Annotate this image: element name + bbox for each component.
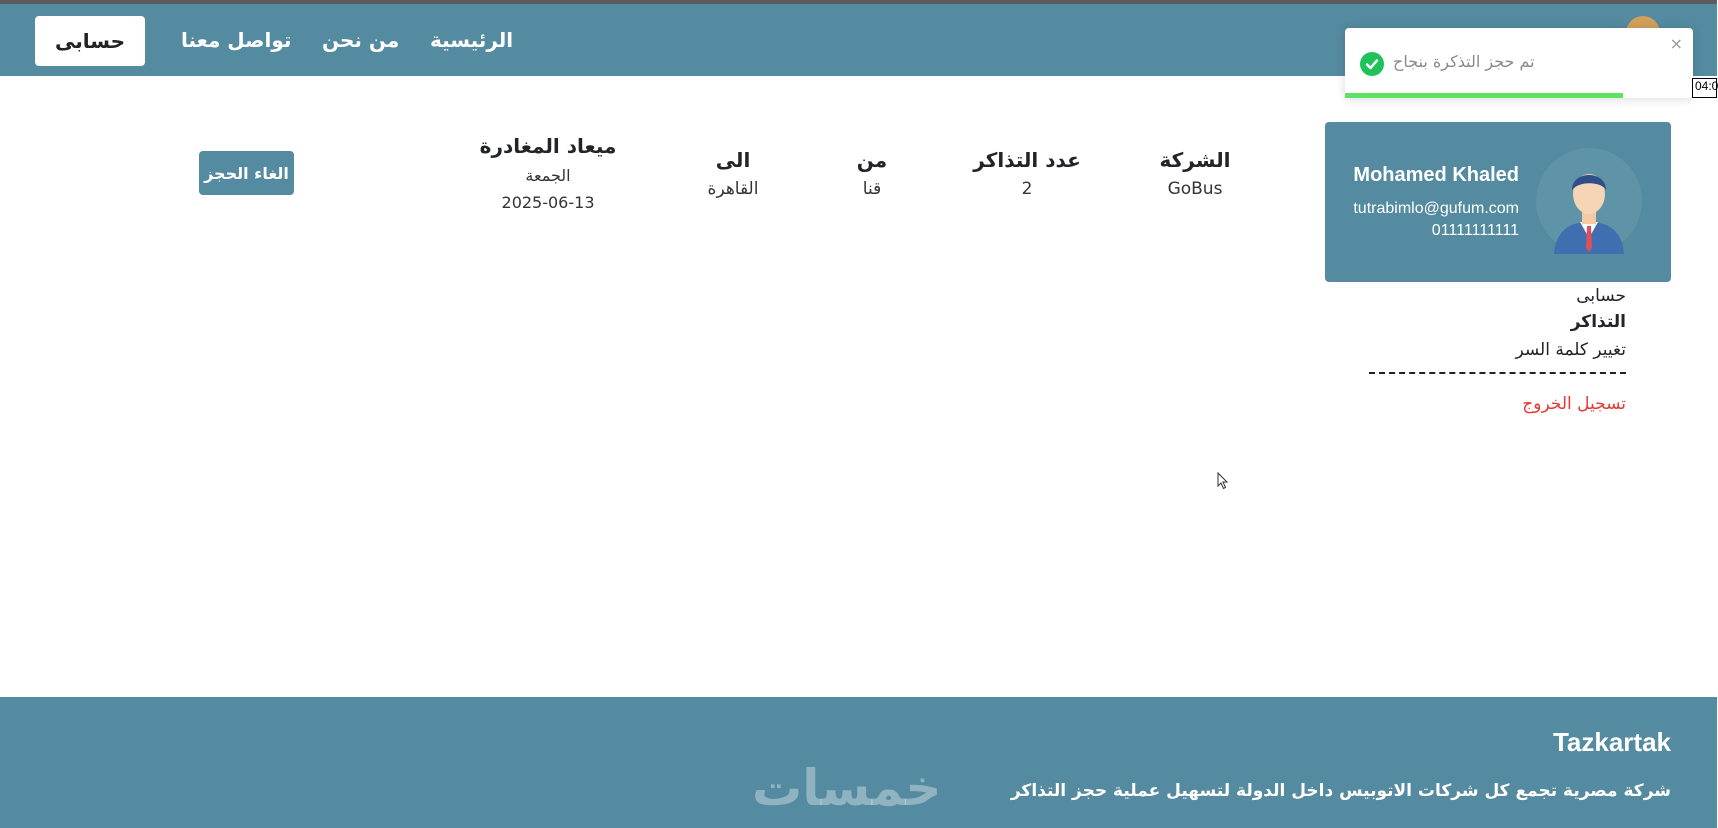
profile-email: tutrabimlo@gufum.com: [1353, 200, 1519, 217]
watermark-logo: خمسات: [752, 759, 942, 817]
ticket-count-value: 2: [1021, 179, 1033, 199]
mouse-cursor-icon: [1217, 472, 1229, 494]
side-link-logout[interactable]: تسجيل الخروج: [1522, 394, 1626, 414]
check-circle-icon: [1360, 52, 1384, 76]
account-button[interactable]: حسابى: [35, 16, 145, 66]
to-label: الى: [715, 148, 751, 172]
footer: [0, 697, 1717, 828]
from-label: من: [856, 148, 888, 172]
profile-name: Mohamed Khaled: [1353, 164, 1519, 186]
company-label: الشركة: [1159, 148, 1231, 172]
to-value: القاهرة: [707, 179, 759, 199]
profile-card: [1325, 122, 1671, 282]
departure-day: الجمعة: [525, 166, 571, 185]
from-value: قنا: [862, 179, 882, 199]
footer-description: شركة مصرية تجمع كل شركات الاتوبيس داخل الدولة لتسهيل عملية حجز التذاكر: [1010, 781, 1671, 801]
toast-message: تم حجز التذكرة بنجاح: [1393, 52, 1535, 71]
user-avatar-icon: [1536, 148, 1642, 254]
clock-readout: 04:0: [1692, 78, 1717, 98]
nav-link-about[interactable]: من نحن: [322, 28, 400, 52]
departure-date: 2025-06-13: [501, 193, 595, 212]
profile-phone: 01111111111: [1431, 222, 1519, 239]
toast-progress-bar: [1345, 93, 1623, 98]
side-link-change-password[interactable]: تغيير كلمة السر: [1515, 340, 1626, 360]
side-link-tickets[interactable]: التذاكر: [1570, 312, 1626, 332]
nav-link-home[interactable]: الرئيسية: [430, 28, 514, 52]
departure-label: ميعاد المغادرة: [479, 134, 617, 158]
cancel-booking-button[interactable]: الغاء الحجز: [199, 151, 294, 195]
nav-link-contact[interactable]: تواصل معنا: [181, 28, 292, 52]
ticket-count-label: عدد التذاكر: [973, 148, 1081, 172]
side-link-account[interactable]: حسابى: [1576, 286, 1626, 306]
success-toast: [1345, 28, 1693, 98]
side-divider: [1369, 372, 1626, 374]
company-value: GoBus: [1167, 179, 1223, 199]
close-icon[interactable]: ×: [1669, 34, 1683, 53]
footer-title: Tazkartak: [1552, 727, 1671, 757]
